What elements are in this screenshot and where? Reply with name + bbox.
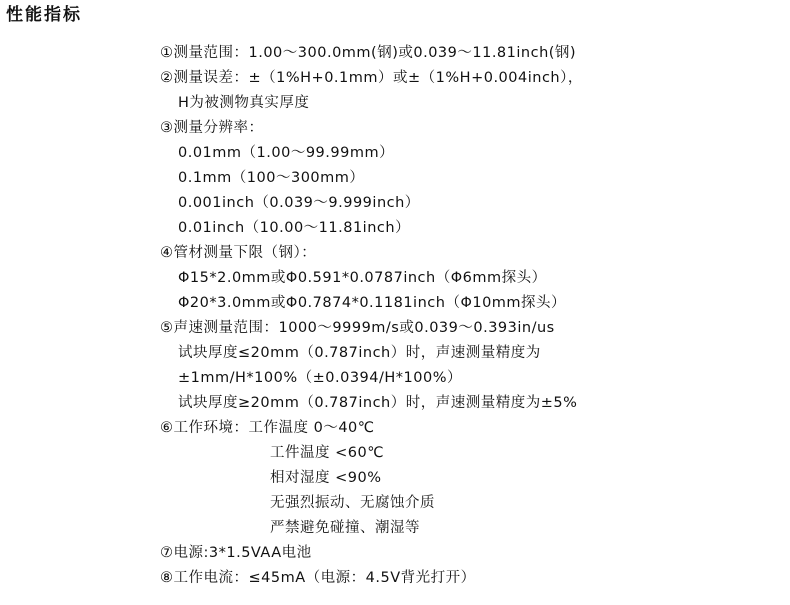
- spec-measuring-error-note: H为被测物真实厚度: [178, 95, 310, 111]
- spec-environment-item: 相对湿度 <90%: [270, 470, 382, 486]
- spec-list: [160, 41, 780, 591]
- spec-environment-item: 严禁避免碰撞、潮湿等: [270, 520, 420, 536]
- spec-environment-item: 工件温度 <60℃: [270, 445, 384, 461]
- spec-environment-item: 无强烈振动、无腐蚀介质: [270, 495, 435, 511]
- spec-resolution: ③测量分辨率：: [160, 120, 264, 136]
- spec-power-supply: ⑦电源:3*1.5VAA电池: [160, 545, 312, 561]
- spec-working-current: ⑧工作电流：≤45mA（电源：4.5V背光打开）: [160, 570, 476, 586]
- spec-pipe-lower-limit-item: Φ20*3.0mm或Φ0.7874*0.1181inch（Φ10mm探头）: [178, 295, 567, 311]
- spec-resolution-item: 0.01mm（1.00～99.99mm）: [178, 145, 395, 161]
- spec-resolution-item: 0.001inch（0.039～9.999inch）: [178, 195, 420, 211]
- spec-pipe-lower-limit-item: Φ15*2.0mm或Φ0.591*0.0787inch（Φ6mm探头）: [178, 270, 547, 286]
- spec-sound-velocity-range: ⑤声速测量范围：1000～9999m/s或0.039～0.393in/us: [160, 320, 555, 336]
- spec-sound-velocity-note: 试块厚度≥20mm（0.787inch）时，声速测量精度为±5%: [178, 395, 578, 411]
- spec-resolution-item: 0.01inch（10.00～11.81inch）: [178, 220, 411, 236]
- spec-sound-velocity-note: ±1mm/H*100%（±0.0394/H*100%）: [178, 370, 462, 386]
- spec-resolution-item: 0.1mm（100～300mm）: [178, 170, 365, 186]
- page-title: 性能指标: [6, 5, 82, 25]
- spec-measuring-range: ①测量范围：1.00～300.0mm(钢)或0.039～11.81inch(钢): [160, 45, 577, 61]
- spec-sound-velocity-note: 试块厚度≤20mm（0.787inch）时，声速测量精度为: [178, 345, 541, 361]
- spec-pipe-lower-limit: ④管材测量下限（钢）：: [160, 245, 317, 261]
- spec-measuring-error: ②测量误差：±（1%H+0.1mm）或±（1%H+0.004inch），: [160, 70, 583, 86]
- spec-environment: ⑥工作环境：工作温度 0～40℃: [160, 420, 375, 436]
